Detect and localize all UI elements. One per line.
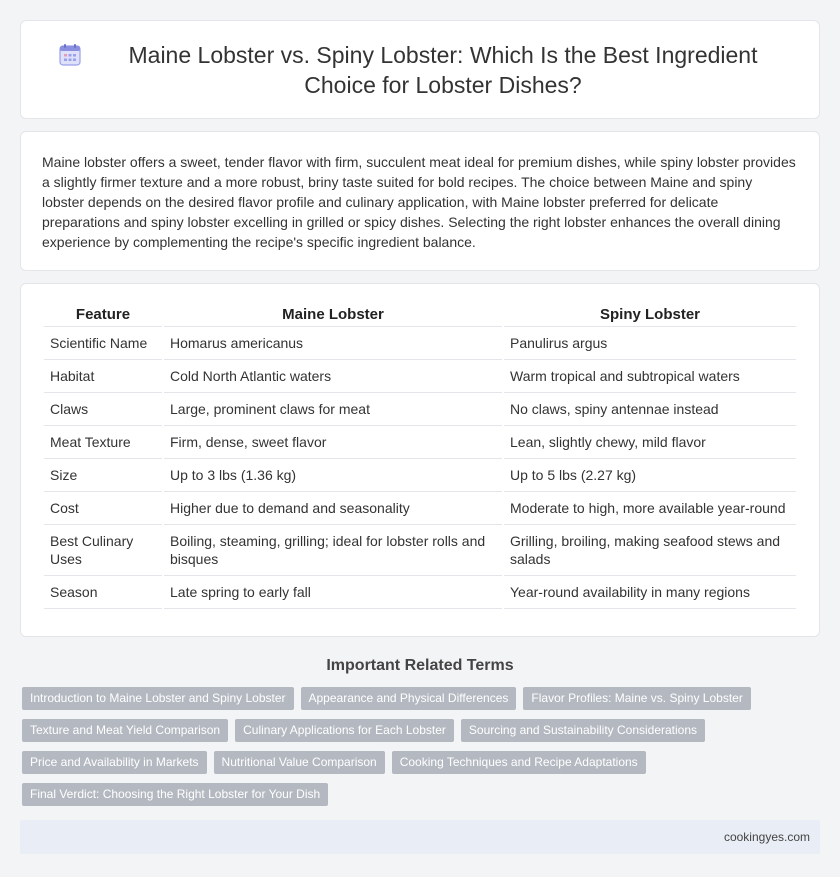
intro-card [20, 131, 820, 271]
related-term-tag[interactable]: Cooking Techniques and Recipe Adaptations [392, 751, 646, 774]
cell-maine: Cold North Atlantic waters [164, 360, 502, 393]
cell-maine: Up to 3 lbs (1.36 kg) [164, 459, 502, 492]
header-spiny-lobster: Spiny Lobster [504, 302, 796, 327]
intro-paragraph: Maine lobster offers a sweet, tender flavor with firm, succulent meat ideal for premium dishes, while spiny lobster provides a slightly firmer texture and a more robust, briny taste suited for bold recipes. The choice between Maine and spiny lobster depends on the desired flavor profile and culinary application, with Maine lobster preferred for delicate preparations and spiny lobster excelling in grilled or spicy dishes. Selecting the right lobster enhances the overall dining experience by complementing the recipe's specific ingredient balance. [42, 154, 796, 250]
related-term-tag[interactable]: Appearance and Physical Differences [301, 687, 517, 710]
page-title: Maine Lobster vs. Spiny Lobster: Which Is the Best Ingredient Choice for Lobster Dishes? [128, 41, 758, 98]
title-wrap [57, 40, 783, 100]
related-term-tag[interactable]: Final Verdict: Choosing the Right Lobster for Your Dish [22, 783, 328, 806]
cell-maine: Large, prominent claws for meat [164, 393, 502, 426]
related-term-tag[interactable]: Sourcing and Sustainability Considerations [461, 719, 705, 742]
cell-spiny: No claws, spiny antennae instead [504, 393, 796, 426]
cell-feature: Scientific Name [44, 327, 162, 360]
table-row [44, 525, 796, 576]
cell-feature: Meat Texture [44, 426, 162, 459]
cell-feature: Best Culinary Uses [44, 525, 162, 576]
related-term-tag[interactable]: Flavor Profiles: Maine vs. Spiny Lobster [523, 687, 750, 710]
footer-site-link[interactable]: cookingyes.com [723, 830, 810, 844]
cell-maine: Higher due to demand and seasonality [164, 492, 502, 525]
cell-maine: Homarus americanus [164, 327, 502, 360]
table-row [44, 576, 796, 609]
cell-spiny: Panulirus argus [504, 327, 796, 360]
cell-feature: Size [44, 459, 162, 492]
cell-spiny: Lean, slightly chewy, mild flavor [504, 426, 796, 459]
table-row [44, 492, 796, 525]
related-terms-list [22, 687, 818, 806]
cell-spiny: Moderate to high, more available year-round [504, 492, 796, 525]
comparison-table [42, 302, 798, 609]
cell-spiny: Up to 5 lbs (2.27 kg) [504, 459, 796, 492]
header-feature: Feature [44, 302, 162, 327]
table-row [44, 360, 796, 393]
cell-maine: Firm, dense, sweet flavor [164, 426, 502, 459]
table-row [44, 327, 796, 360]
table-row [44, 393, 796, 426]
header-maine-lobster: Maine Lobster [164, 302, 502, 327]
table-header-row [44, 302, 796, 327]
cell-feature: Season [44, 576, 162, 609]
footer [20, 820, 820, 854]
cell-feature: Habitat [44, 360, 162, 393]
cell-feature: Claws [44, 393, 162, 426]
table-row [44, 426, 796, 459]
calendar-icon [57, 42, 83, 68]
cell-spiny: Year-round availability in many regions [504, 576, 796, 609]
table-row [44, 459, 796, 492]
header-card [20, 20, 820, 119]
related-terms-title: Important Related Terms [326, 657, 514, 674]
comparison-table-card [20, 283, 820, 637]
related-term-tag[interactable]: Texture and Meat Yield Comparison [22, 719, 228, 742]
related-term-tag[interactable]: Price and Availability in Markets [22, 751, 207, 774]
related-term-tag[interactable]: Nutritional Value Comparison [214, 751, 385, 774]
cell-spiny: Warm tropical and subtropical waters [504, 360, 796, 393]
cell-maine: Late spring to early fall [164, 576, 502, 609]
cell-feature: Cost [44, 492, 162, 525]
cell-spiny: Grilling, broiling, making seafood stews and salads [504, 525, 796, 576]
related-term-tag[interactable]: Culinary Applications for Each Lobster [235, 719, 454, 742]
related-term-tag[interactable]: Introduction to Maine Lobster and Spiny Lobster [22, 687, 294, 710]
cell-maine: Boiling, steaming, grilling; ideal for lobster rolls and bisques [164, 525, 502, 576]
